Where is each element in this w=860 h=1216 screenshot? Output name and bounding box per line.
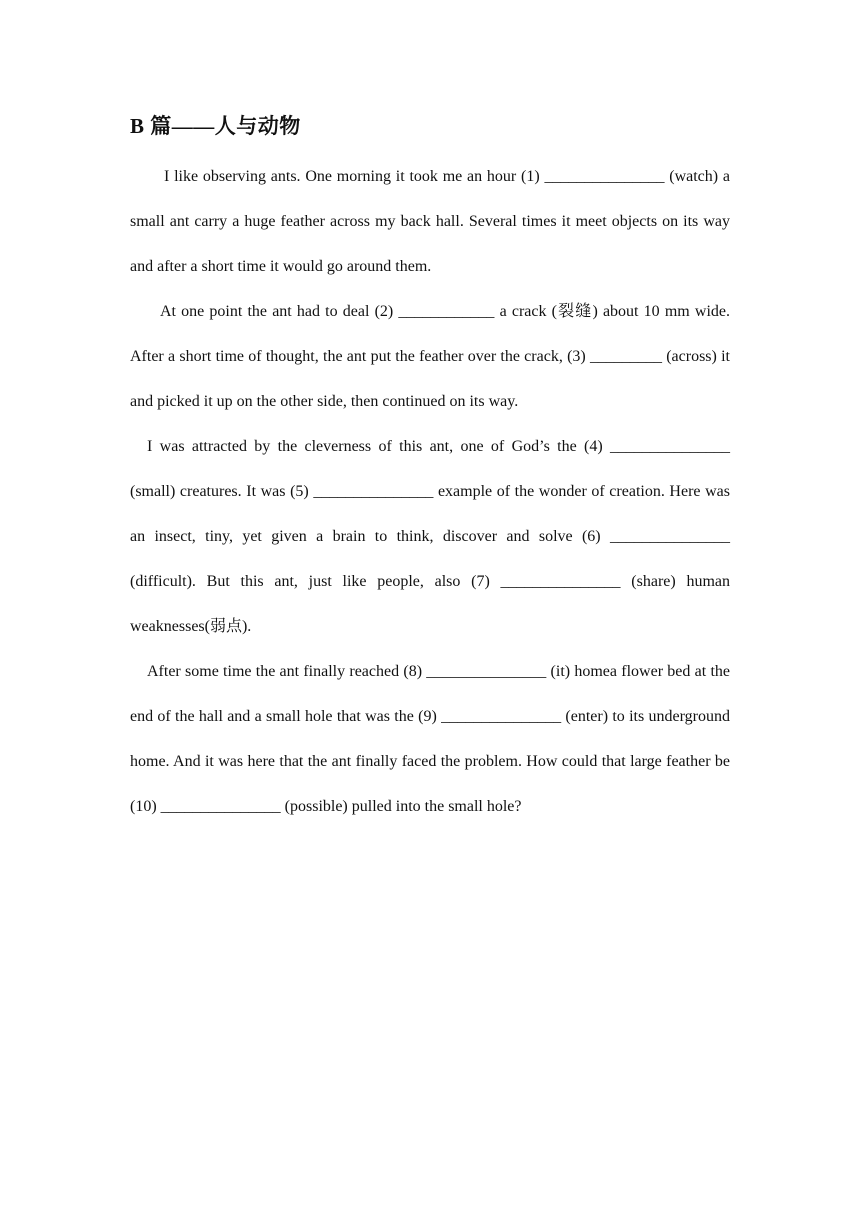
- paragraph-4: After some time the ant finally reached (8) _______________ (it) homea flower bed at the end of the hall and a small hole that was the (9) _______________ (enter) to its underground home. And it was here that the ant finally faced the problem. How could that large feather be (10) _______________ (possible) pulled into the small hole?: [130, 663, 730, 815]
- paragraph-1: I like observing ants. One morning it took me an hour (1) _______________ (watch) a small ant carry a huge feather across my back hall. Several times it meet objects on its way and after a short time it would go around them.: [130, 168, 730, 275]
- paragraph-2: At one point the ant had to deal (2) ____________ a crack (裂缝) about 10 mm wide. After a short time of thought, the ant put the feather over the crack, (3) _________ (across) it and picked it up on the other side, then continued on its way.: [130, 303, 730, 410]
- paragraph-3: I was attracted by the cleverness of this ant, one of God’s the (4) _______________ (small) creatures. It was (5) _______________ example of the wonder of creation. Here was an insect, tiny, yet given a brain to think, discover and solve (6) _______________ (difficult). But this ant, just like people, also (7) _______________ (share) human weaknesses(弱点).: [130, 438, 730, 635]
- section-title: B 篇——人与动物: [130, 114, 301, 138]
- document-page: [130, 108, 730, 829]
